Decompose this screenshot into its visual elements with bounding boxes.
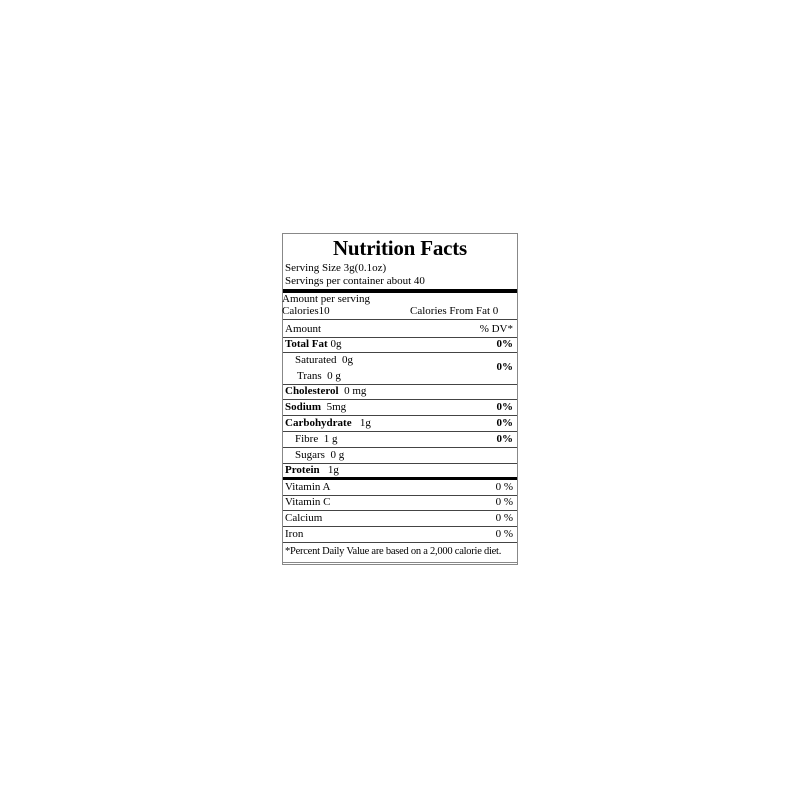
serving-size: Serving Size 3g(0.1oz) <box>285 262 387 274</box>
vitamin-a-label: Vitamin A <box>285 481 331 493</box>
row-sodium <box>285 401 346 414</box>
nutrition-facts-label <box>282 233 518 565</box>
divider <box>283 319 517 320</box>
row-trans <box>297 370 341 383</box>
sugars-label: Sugars <box>295 449 325 461</box>
amount-header: Amount <box>285 323 322 335</box>
divider <box>283 399 517 400</box>
fibre-value: 1 g <box>323 433 338 445</box>
total-fat-dv: 0% <box>496 338 513 350</box>
row-saturated <box>295 354 353 367</box>
iron-dv: 0 % <box>495 528 513 540</box>
divider <box>283 447 517 448</box>
row-fibre <box>295 433 337 446</box>
cholesterol-label: Cholesterol <box>285 385 339 397</box>
fibre-label: Fibre <box>295 433 319 445</box>
trans-label: Trans <box>297 370 322 382</box>
protein-value: 1g <box>327 464 339 476</box>
carbohydrate-value: 1g <box>359 417 371 429</box>
divider <box>283 526 517 527</box>
thick-divider <box>283 477 517 480</box>
carbohydrate-dv: 0% <box>496 417 513 429</box>
divider <box>283 510 517 511</box>
vitamin-a-dv: 0 % <box>495 481 513 493</box>
sodium-dv: 0% <box>496 401 513 413</box>
vitamin-c-dv: 0 % <box>495 496 513 508</box>
sodium-value: 5mg <box>326 401 347 413</box>
total-fat-value: 0g <box>330 338 342 350</box>
row-sugars <box>295 449 344 462</box>
divider <box>283 431 517 432</box>
cholesterol-value: 0 mg <box>344 385 367 397</box>
row-total-fat <box>285 338 341 351</box>
trans-value: 0 g <box>327 370 341 382</box>
divider <box>283 415 517 416</box>
saturated-value: 0g <box>342 354 354 366</box>
amount-per-serving: Amount per serving <box>282 293 370 305</box>
row-protein <box>285 464 339 477</box>
divider <box>283 542 517 543</box>
calories-from-fat: Calories From Fat 0 <box>410 305 499 317</box>
saturated-label: Saturated <box>295 354 337 366</box>
protein-label: Protein <box>285 464 320 476</box>
sodium-label: Sodium <box>285 401 322 413</box>
carbohydrate-label: Carbohydrate <box>285 417 352 429</box>
iron-label: Iron <box>285 528 304 540</box>
footnote: *Percent Daily Value are based on a 2,000 calorie diet. <box>285 546 502 557</box>
divider <box>283 352 517 353</box>
calcium-label: Calcium <box>285 512 323 524</box>
bottom-divider <box>283 562 517 563</box>
servings-per-container: Servings per container about 40 <box>285 275 425 287</box>
calories: Calories10 <box>282 305 330 317</box>
row-cholesterol <box>285 385 366 398</box>
fibre-dv: 0% <box>496 433 513 445</box>
calcium-dv: 0 % <box>495 512 513 524</box>
saturated-trans-dv: 0% <box>496 361 513 373</box>
vitamin-c-label: Vitamin C <box>285 496 331 508</box>
sugars-value: 0 g <box>330 449 345 461</box>
total-fat-label: Total Fat <box>285 338 328 350</box>
label-title: Nutrition Facts <box>332 236 468 260</box>
row-carbohydrate <box>285 417 371 430</box>
dv-header: % DV* <box>479 323 513 335</box>
